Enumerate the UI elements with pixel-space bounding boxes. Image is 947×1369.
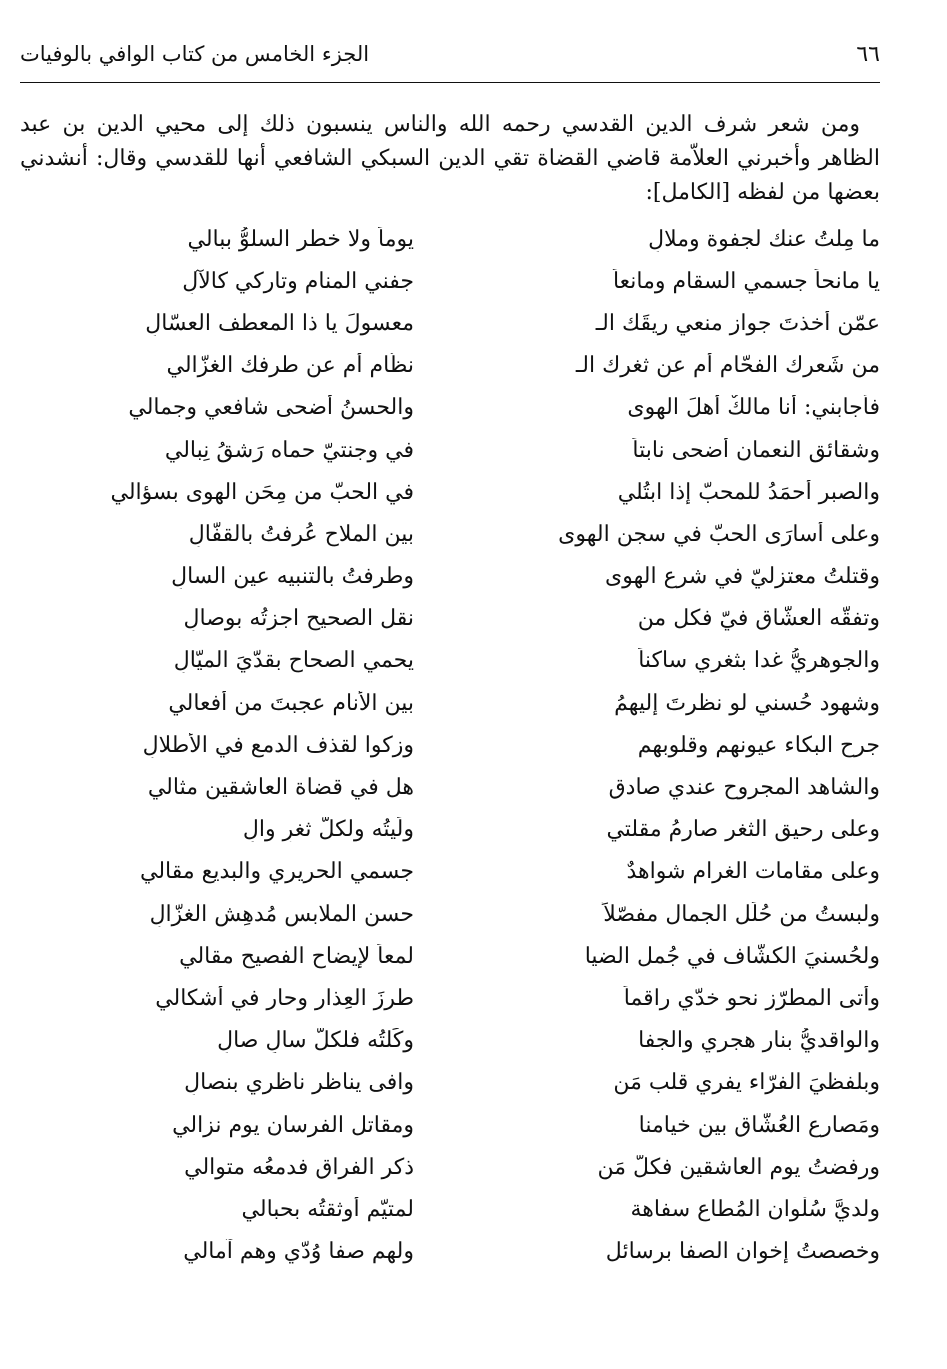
verse-row [20, 1188, 880, 1230]
intro-paragraph [20, 108, 880, 210]
verse-second-hemistich: ولهم صفا وُدّي وهم آمالي [183, 1239, 414, 1265]
verse-second-hemistich: في وجنتيّ حماه رَشقُ نِبالي [164, 437, 414, 463]
verse-row [20, 1020, 880, 1062]
verse-first-hemistich: جرح البكاء عيونهم وقلوبهم [637, 732, 880, 758]
verse-second-hemistich: لمعاً لإيضاح الفصيح مقالي [179, 943, 414, 969]
verse-row [20, 429, 880, 471]
verse-first-hemistich: وعلى أُسارَى الحبّ في سجن الهوى [558, 521, 880, 547]
verse-first-hemistich: يا مانحاً جسمي السقام ومانعاً [612, 268, 880, 294]
verse-first-hemistich: والصبر أحمَدُ للمحبّ إذا ابتُلي [617, 479, 880, 505]
verse-second-hemistich: هل في قضاة العاشقين مثالي [147, 775, 414, 801]
verse-second-hemistich: نقل الصحيح اجزتُه بوصالِ [183, 606, 414, 632]
verse-row [20, 1231, 880, 1273]
verse-first-hemistich: وبلفظيَ الفرّاء يفري قلب مَن [613, 1070, 880, 1096]
verse-row [20, 302, 880, 344]
verse-second-hemistich: بين الملاح عُرفتُ بالقفّالِ [188, 521, 414, 547]
verse-first-hemistich: وأتى المطرّز نحو خدّي راقماً [623, 985, 880, 1011]
verse-second-hemistich: وزكوا لقذف الدمع في الأطلالِ [142, 732, 414, 758]
running-title: الجزء الخامس من كتاب الوافي بالوفيات [20, 42, 370, 66]
verse-second-hemistich: جسمي الحريري والبديع مقالي [139, 859, 414, 885]
verse-row [20, 766, 880, 808]
verse-first-hemistich: وتفقّه العشّاق فيّ فكل من [637, 606, 880, 632]
verse-first-hemistich: ما مِلتُ عنك لجفوة وملالِ [648, 226, 880, 252]
verse-first-hemistich: ولبستُ من حُلَل الجمال مفصّلاً [603, 901, 880, 927]
verse-row [20, 977, 880, 1019]
verse-row [20, 724, 880, 766]
verse-second-hemistich: في الحبّ من مِحَن الهوى بسؤالي [110, 479, 414, 505]
verse-row [20, 682, 880, 724]
verse-row [20, 387, 880, 429]
verse-row [20, 598, 880, 640]
verse-row [20, 1104, 880, 1146]
verse-row [20, 1146, 880, 1188]
verse-row [20, 809, 880, 851]
verse-second-hemistich: والحسنُ أضحى شافعي وجمالي [128, 395, 414, 421]
verse-second-hemistich: طرزَ العِذار وحار في أشكالي [155, 985, 414, 1011]
verse-first-hemistich: وشقائق النعمان أضحى نابتاً [632, 437, 880, 463]
verse-first-hemistich: والشاهد المجروح عندي صادق [608, 775, 880, 801]
verse-first-hemistich: وعلى رحيق الثغر صارمُ مقلتي [606, 817, 880, 843]
verse-row [20, 893, 880, 935]
verse-second-hemistich: ومقاتل الفرسان يوم نزالي [172, 1112, 414, 1138]
verse-second-hemistich: وافى يناظر ناظري بنصالِ [184, 1070, 414, 1096]
verse-second-hemistich: معسولَ يا ذا المعطف العسّالِ [145, 310, 414, 336]
verse-first-hemistich: وشهود حُسني لو نظرتَ إليهمُ [614, 690, 880, 716]
verse-row [20, 1062, 880, 1104]
verse-row [20, 640, 880, 682]
verse-first-hemistich: عمّن أخذتَ جواز منعي ريقَك الـ [595, 310, 880, 336]
verse-first-hemistich: والجوهريُّ غدا بثغري ساكناً [638, 648, 880, 674]
verse-first-hemistich: ومَصارع العُشّاق بين خيامنا [638, 1112, 880, 1138]
verse-second-hemistich: ذكر الفراق فدمعُه متوالي [184, 1154, 414, 1180]
verse-row [20, 218, 880, 260]
verse-first-hemistich: وعلى مقامات الغرام شواهدٌ [626, 859, 880, 885]
verse-first-hemistich: وقتلتُ معتزليّ في شرع الهوى [605, 564, 880, 590]
verse-row [20, 260, 880, 302]
verse-second-hemistich: يحمي الصحاح بقدّيَ الميّالِ [173, 648, 414, 674]
verse-second-hemistich: جفني المنام وتاركي كالآلِ [182, 268, 414, 294]
verse-first-hemistich: ولحُسنيَ الكشّاف في جُمل الضيا [584, 943, 880, 969]
verse-second-hemistich: ولَيتُه ولكلّ ثغرٍ والِ [242, 817, 414, 843]
verse-first-hemistich: ولديَّ سُلْوان المُطاع سفاهة [630, 1196, 880, 1222]
poem [20, 218, 880, 1273]
verse-second-hemistich: يوماً ولا خطر السلوُّ ببالي [187, 226, 414, 252]
verse-second-hemistich: لمتيّم أوثقتُه بحبالي [241, 1196, 414, 1222]
verse-first-hemistich: فأجابني: أنا مالكٌ أهلَ الهوى [627, 395, 880, 421]
verse-second-hemistich: نظّام أم عن طرفك الغزّالي [166, 353, 414, 379]
verse-second-hemistich: حسن الملابس مُدهِش الغزّالِ [149, 901, 414, 927]
verse-first-hemistich: ورفضتُ يوم العاشقين فكلّ مَن [597, 1154, 880, 1180]
verse-second-hemistich: وطرفتُ بالتنبيه عين السالِ [171, 564, 414, 590]
verse-first-hemistich: وخصصتُ إخوان الصفا برسائل [605, 1239, 880, 1265]
page-header [20, 38, 880, 78]
verse-second-hemistich: بين الأنام عجبتَ من أفعالي [168, 690, 414, 716]
verse-row [20, 935, 880, 977]
verse-row [20, 851, 880, 893]
page-number: ٦٦ [856, 42, 880, 67]
intro-text: ومن شعر شرف الدين القدسي رحمه الله والناس ينسبون ذلك إلى محيي الدين بن عبد الظاهر وأخبرني العلاّمة قاضي القضاة تقي الدين السبكي الشافعي أنها للقدسي وقال: أنشدني بعضها من لفظه [الكامل]: [20, 112, 880, 205]
verse-row [20, 345, 880, 387]
verse-first-hemistich: من شَعرك الفحّام أم عن ثغرك الـ [575, 353, 880, 379]
verse-second-hemistich: وكَلتُه فلكلّ سالٍ صالِ [217, 1028, 414, 1054]
verse-row [20, 556, 880, 598]
verse-row [20, 513, 880, 555]
header-rule [20, 82, 880, 83]
verse-row [20, 471, 880, 513]
verse-first-hemistich: والواقديُّ بنار هجري والجفا [638, 1028, 880, 1054]
